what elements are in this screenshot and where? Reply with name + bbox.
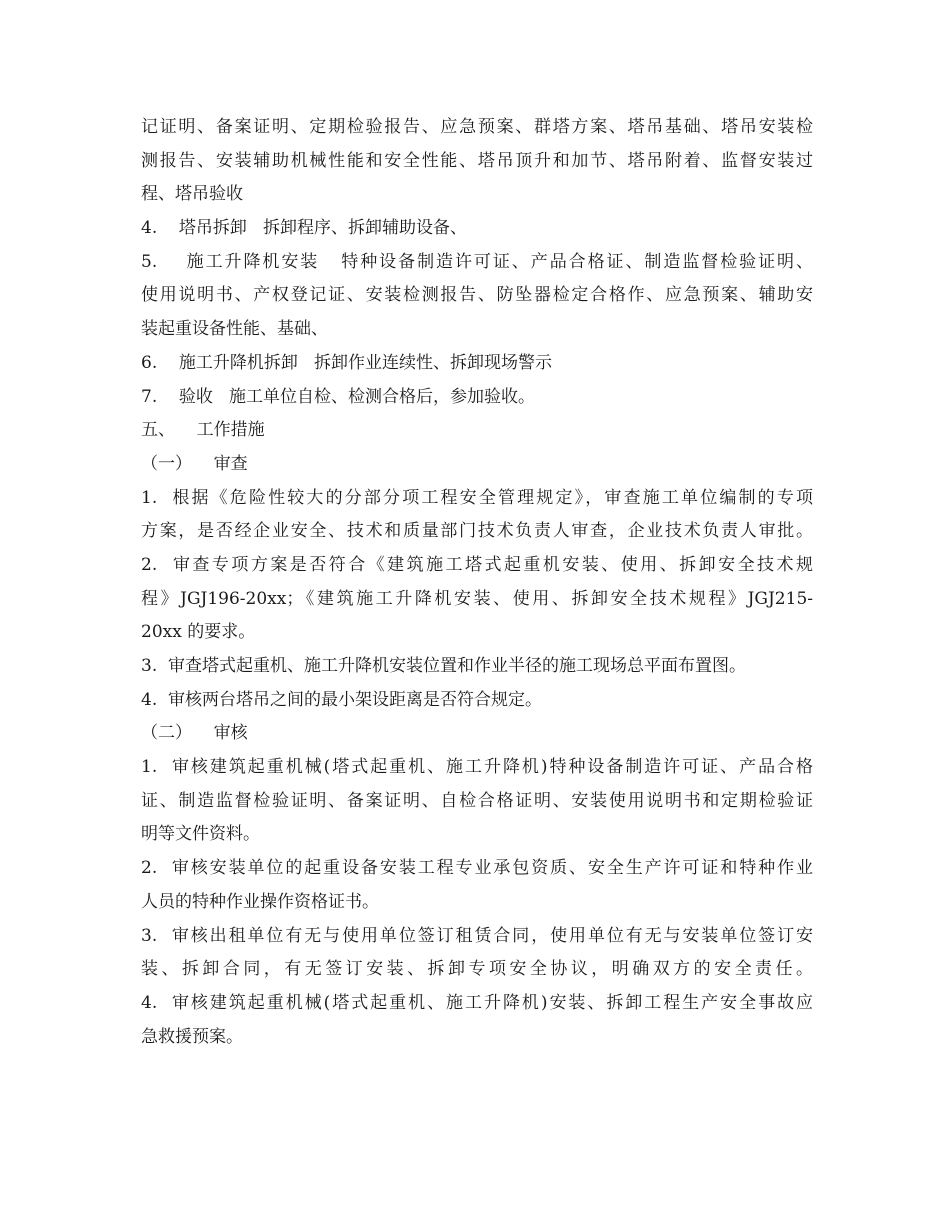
text-line: 急救援预案。 xyxy=(141,1026,243,1047)
text-line: 装、拆卸合同，有无签订安装、拆卸专项安全协议，明确双方的安全责任。 xyxy=(141,959,813,980)
text-line: 程》JGJ196-20xx；《建筑施工升降机安装、使用、拆卸安全技术规程》JGJ215- xyxy=(141,588,813,609)
list-item: 4. 审核两台塔吊之间的最小架设距离是否符合规定。 xyxy=(141,689,543,710)
list-item: 1. 审核建筑起重机械(塔式起重机、施工升降机)特种设备制造许可证、产品合格 xyxy=(141,757,813,778)
list-item: 2. 审查专项方案是否符合《建筑施工塔式起重机安装、使用、拆卸安全技术规 xyxy=(141,554,813,575)
text-line: 记证明、备案证明、定期检验报告、应急预案、群塔方案、塔吊基础、塔吊安装检 xyxy=(141,117,813,137)
subsection-heading: （二） 审核 xyxy=(141,723,248,744)
list-item-heading: 5. 施工升降机安装 特种设备制造许可证、产品合格证、制造监督检验证明、 xyxy=(141,251,813,272)
text-line: 使用说明书、产权登记证、安装检测报告、防坠器检定合格作、应急预案、辅助安 xyxy=(141,285,813,306)
text-line: 明等文件资料。 xyxy=(141,824,260,845)
list-item: 3. 审查塔式起重机、施工升降机安装位置和作业半径的施工现场总平面布置图。 xyxy=(141,656,747,676)
subsection-heading: （一） 审查 xyxy=(141,453,248,474)
text-line: 程、塔吊验收 xyxy=(141,184,243,205)
list-item-heading: 6. 施工升降机拆卸 拆卸作业连续性、拆卸现场警示 xyxy=(141,352,553,373)
list-item: 1. 根据《危险性较大的分部分项工程安全管理规定》，审查施工单位编制的专项 xyxy=(141,487,813,508)
document-body xyxy=(141,111,813,1054)
text-line: 测报告、安装辅助机械性能和安全性能、塔吊顶升和加节、塔吊附着、监督安装过 xyxy=(141,150,813,171)
text-line: 20xx 的要求。 xyxy=(141,622,256,643)
text-line: 方案，是否经企业安全、技术和质量部门技术负责人审查，企业技术负责人审批。 xyxy=(141,521,813,542)
list-item-heading: 4. 塔吊拆卸 拆卸程序、拆卸辅助设备、 xyxy=(141,218,468,239)
text-line: 装起重设备性能、基础、 xyxy=(141,319,328,340)
text-line: 人员的特种作业操作资格证书。 xyxy=(141,891,379,912)
section-heading: 五、 工作措施 xyxy=(141,420,265,441)
list-item: 4. 审核建筑起重机械(塔式起重机、施工升降机)安装、拆卸工程生产安全事故应 xyxy=(141,992,813,1013)
text-line: 证、制造监督检验证明、备案证明、自检合格证明、安装使用说明书和定期检验证 xyxy=(141,790,813,811)
list-item: 2. 审核安装单位的起重设备安装工程专业承包资质、安全生产许可证和特种作业 xyxy=(141,858,813,879)
list-item-heading: 7. 验收 施工单位自检、检测合格后，参加验收。 xyxy=(141,386,536,407)
list-item: 3. 审核出租单位有无与使用单位签订租赁合同，使用单位有无与安装单位签订安 xyxy=(141,925,813,946)
